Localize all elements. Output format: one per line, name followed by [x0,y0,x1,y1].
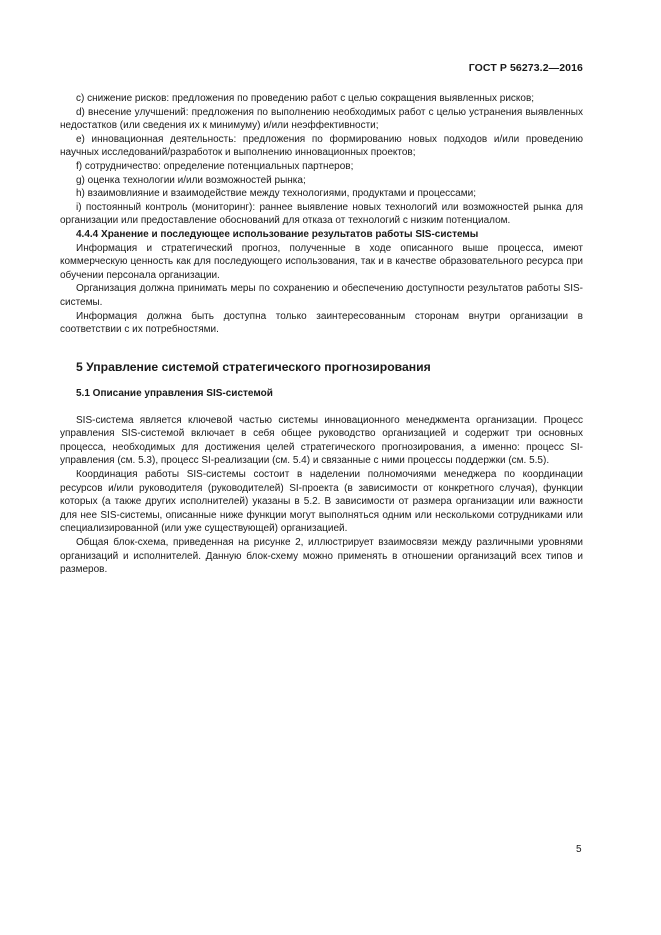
paragraph-51-2: Координация работы SIS-системы состоит в наделении полномочиями менеджера по координации ресурсов и/или руководителя (руководителей) SI-проекта (в зависимости от конкретного случая), функции которых (а также других исполнителей) указаны в 5.2. В зависимости от размера организации или важности для нее SIS-системы, описанные ниже функции могут выполняться одним или несколькоми сотрудниками или специализированной (или уже существующей) организацией. [60,469,583,535]
list-item-c: с) снижение рисков: предложения по проведению работ с целью сокращения выявленных рисков; [76,93,535,104]
paragraph-51-3: Общая блок-схема, приведенная на рисунке 2, иллюстрирует взаимосвязи между различными уровнями организаций и исполнителей. Данную блок-схему можно применять в отношении организаций всех типов и размеров. [60,537,583,576]
page-number: 5 [576,844,582,855]
paragraph-444-1: Информация и стратегический прогноз, полученные в ходе описанного выше процесса, имеют коммерческую ценность как для последующего использования, так и в качестве образовательного ресурса при обучении персонала организации. [60,242,583,281]
paragraph-51-1: SIS-система является ключевой частью системы инновационного менеджмента организации. Процесс управления SIS-системой включает в себя общее руководство организацией и содержит три основных процесса, необходимых для достижения целей стратегического прогнозирования, а именно: процесс SI-управления (см. 5.3), процесс SI-реализации (см. 5.4) и связанные с ними процессы поддержки (см. 5.5). [60,414,583,467]
list-item-f: f) сотрудничество: определение потенциальных партнеров; [76,160,354,172]
paragraph-444-2: Организация должна принимать меры по сохранению и обеспечению доступности результатов работы SIS-системы. [60,283,583,308]
page-content [60,92,583,577]
paragraph-444-3: Информация должна быть доступна только заинтересованным сторонам внутри организации в соответствии с их потребностями. [60,310,583,336]
list-item-g: g) оценка технологии и/или возможностей рынка; [76,174,306,186]
list-item-h: h) взаимовлияние и взаимодействие между технологиями, продуктами и процессами; [76,188,476,200]
document-header: ГОСТ Р 56273.2—2016 [468,62,583,74]
subsection-title-51: 5.1 Описание управления SIS-системой [76,387,273,399]
list-item-i: i) постоянный контроль (мониторинг): раннее выявление новых технологий или возможностей рынка для организации или предоставление обоснований для отказа от технологий с низким потенциалом. [60,201,583,227]
list-item-e: е) инновационная деятельность: предложения по формированию новых подходов и/или проведению научных исследований/разработок и выполнению инновационных проектов; [60,133,583,159]
subsection-heading-444: 4.4.4 Хранение и последующее использование результатов работы SIS-системы [76,228,479,240]
list-item-d: d) внесение улучшений: предложения по выполнению необходимых работ с целью устранения выявленных недостатков (или сведения их к минимуму) и/или неэффективности; [60,106,583,132]
section-title-5: 5 Управление системой стратегического прогнозирования [76,359,431,374]
